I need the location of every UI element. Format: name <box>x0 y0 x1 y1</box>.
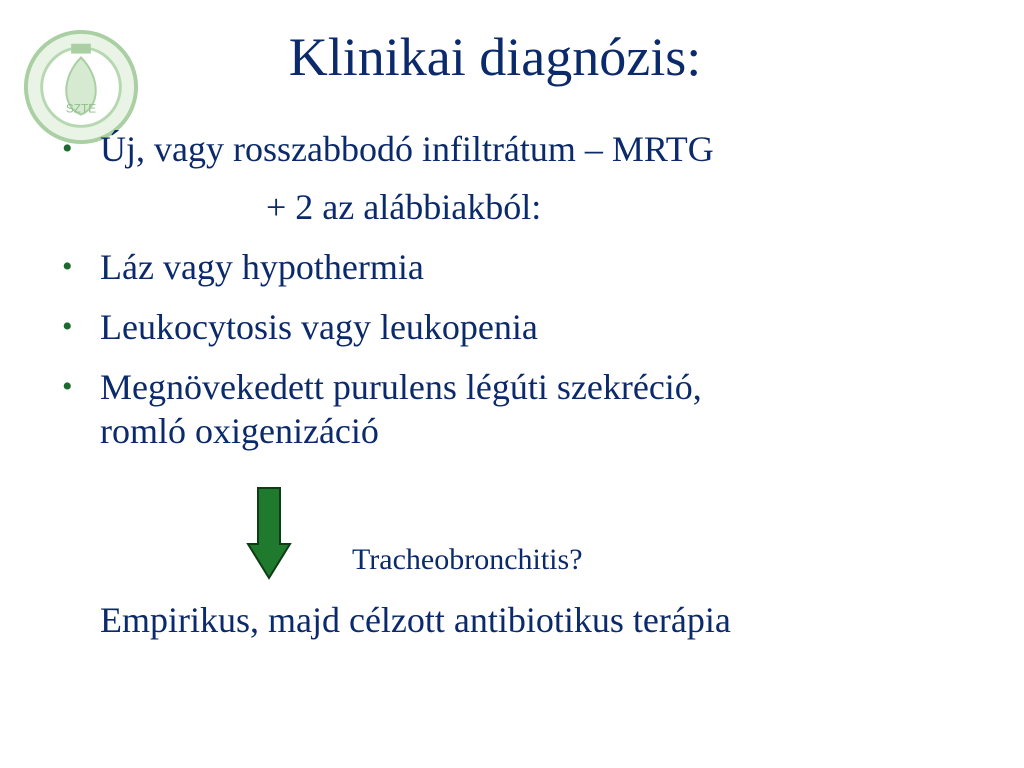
arrow-label: Tracheobronchitis? <box>352 543 583 576</box>
conclusion-text: Empirikus, majd célzott antibiotikus terápia <box>100 600 731 640</box>
bullet-item <box>58 245 988 289</box>
down-arrow-icon <box>246 486 292 580</box>
bullet-dot: • <box>62 132 73 165</box>
bullet-text: Láz vagy hypothermia <box>100 247 424 287</box>
slide-title: Klinikai diagnózis: <box>288 27 702 87</box>
bullet-item <box>58 127 988 171</box>
bullet-dot: • <box>62 310 73 343</box>
indent-text: + 2 az alábbiakból: <box>266 187 542 227</box>
bullet-text-continuation: romló oxigenizáció <box>100 411 379 451</box>
bullet-dot: • <box>62 250 73 283</box>
bullet-text: Leukocytosis vagy leukopenia <box>100 307 538 347</box>
bullet-item <box>58 365 988 453</box>
bullet-text: Új, vagy rosszabbodó infiltrátum – MRTG <box>100 129 714 169</box>
logo-text: SZTE <box>65 101 97 116</box>
slide-content <box>58 122 988 453</box>
bullet-item <box>58 305 988 349</box>
bullet-text: Megnövekedett purulens légúti szekréció, <box>100 367 702 407</box>
bullet-dot: • <box>62 370 73 403</box>
